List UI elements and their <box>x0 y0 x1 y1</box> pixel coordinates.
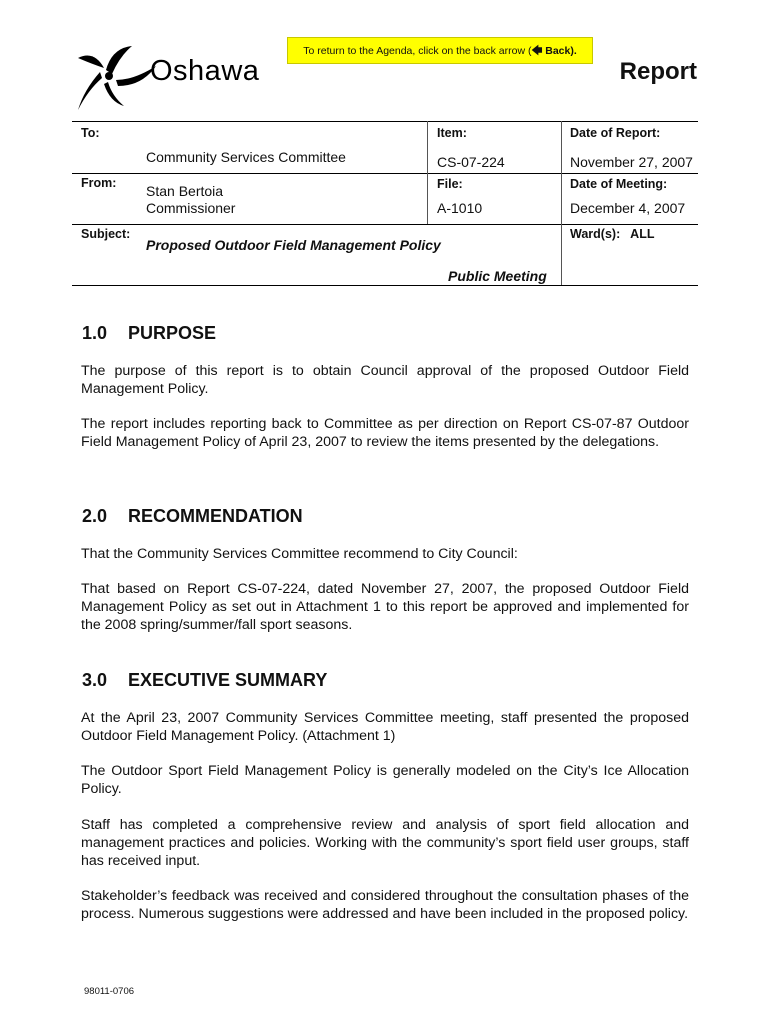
section-3-number: 3.0 <box>82 670 108 690</box>
section-2-paragraph-1: That the Community Services Committee recommend to City Council: <box>81 546 518 562</box>
to-value: Community Services Committee <box>146 149 346 165</box>
header-row-rule-1 <box>72 173 698 174</box>
report-title: Report <box>619 58 697 85</box>
item-label: Item: <box>437 126 467 140</box>
section-1-paragraph-1: The purpose of this report is to obtain Council approval of the proposed Outdoor Field Management Policy. <box>81 363 689 397</box>
logo-wordmark: Oshawa <box>150 55 260 87</box>
section-3-paragraph-1: At the April 23, 2007 Community Services Committee meeting, staff presented the proposed Outdoor Field Management Policy. (Attachment 1) <box>81 710 689 744</box>
header-divider-2 <box>561 121 562 285</box>
wards-label: Ward(s): ALL <box>570 227 655 241</box>
back-to-agenda-notice[interactable] <box>287 37 593 64</box>
date-of-report-label: Date of Report: <box>570 126 661 140</box>
date-of-report-value: November 27, 2007 <box>570 154 693 170</box>
header-top-rule <box>72 121 698 122</box>
header-row-rule-2 <box>72 224 698 225</box>
section-1-paragraph-2: The report includes reporting back to Committee as per direction on Report CS-07-87 Outdoor Field Management Policy of April 23, 2007 to review the items presented by the delegations. <box>81 416 689 450</box>
section-2-paragraph-2: That based on Report CS-07-224, dated November 27, 2007, the proposed Outdoor Field Management Policy as set out in Attachment 1 to this report be approved and implemented for the 2008 spring/summer/fall sport seasons. <box>81 581 689 633</box>
from-label: From: <box>81 176 117 190</box>
file-label: File: <box>437 177 463 191</box>
section-3-paragraph-4: Stakeholder’s feedback was received and considered throughout the consultation phases of the process. Numerous suggestions were addressed and have been included in the proposed policy. <box>81 888 689 922</box>
date-of-meeting-label: Date of Meeting: <box>570 177 668 191</box>
section-2-title: RECOMMENDATION <box>128 506 303 526</box>
item-value: CS-07-224 <box>437 154 505 170</box>
header-divider-1 <box>427 121 428 224</box>
section-3-paragraph-3: Staff has completed a comprehensive review and analysis of sport field allocation and management practices and policies. Working with the community’s sport field user groups, staff has received input. <box>81 817 689 869</box>
back-arrow-icon[interactable]: 🡄 <box>531 45 543 57</box>
file-value: A-1010 <box>437 200 483 216</box>
notice-back-label: Back). <box>542 45 577 57</box>
from-title: Commissioner <box>146 200 236 216</box>
header-bottom-rule <box>72 285 698 286</box>
section-3-paragraph-2: The Outdoor Sport Field Management Policy is generally modeled on the City’s Ice Allocation Policy. <box>81 763 689 797</box>
date-of-meeting-value: December 4, 2007 <box>570 200 686 216</box>
notice-text: To return to the Agenda, click on the back arrow ( <box>303 45 532 57</box>
oshawa-logo-icon <box>72 40 158 112</box>
subject-value: Proposed Outdoor Field Management Policy <box>146 237 441 253</box>
public-meeting-label: Public Meeting <box>448 268 547 284</box>
section-3-title: EXECUTIVE SUMMARY <box>128 670 328 690</box>
section-1-number: 1.0 <box>82 323 108 343</box>
section-1-title: PURPOSE <box>128 323 217 343</box>
from-name: Stan Bertoia <box>146 183 224 199</box>
section-2-number: 2.0 <box>82 506 108 526</box>
to-label: To: <box>81 126 100 140</box>
document-code-footer: 98011-0706 <box>84 986 135 997</box>
subject-label: Subject: <box>81 227 131 241</box>
